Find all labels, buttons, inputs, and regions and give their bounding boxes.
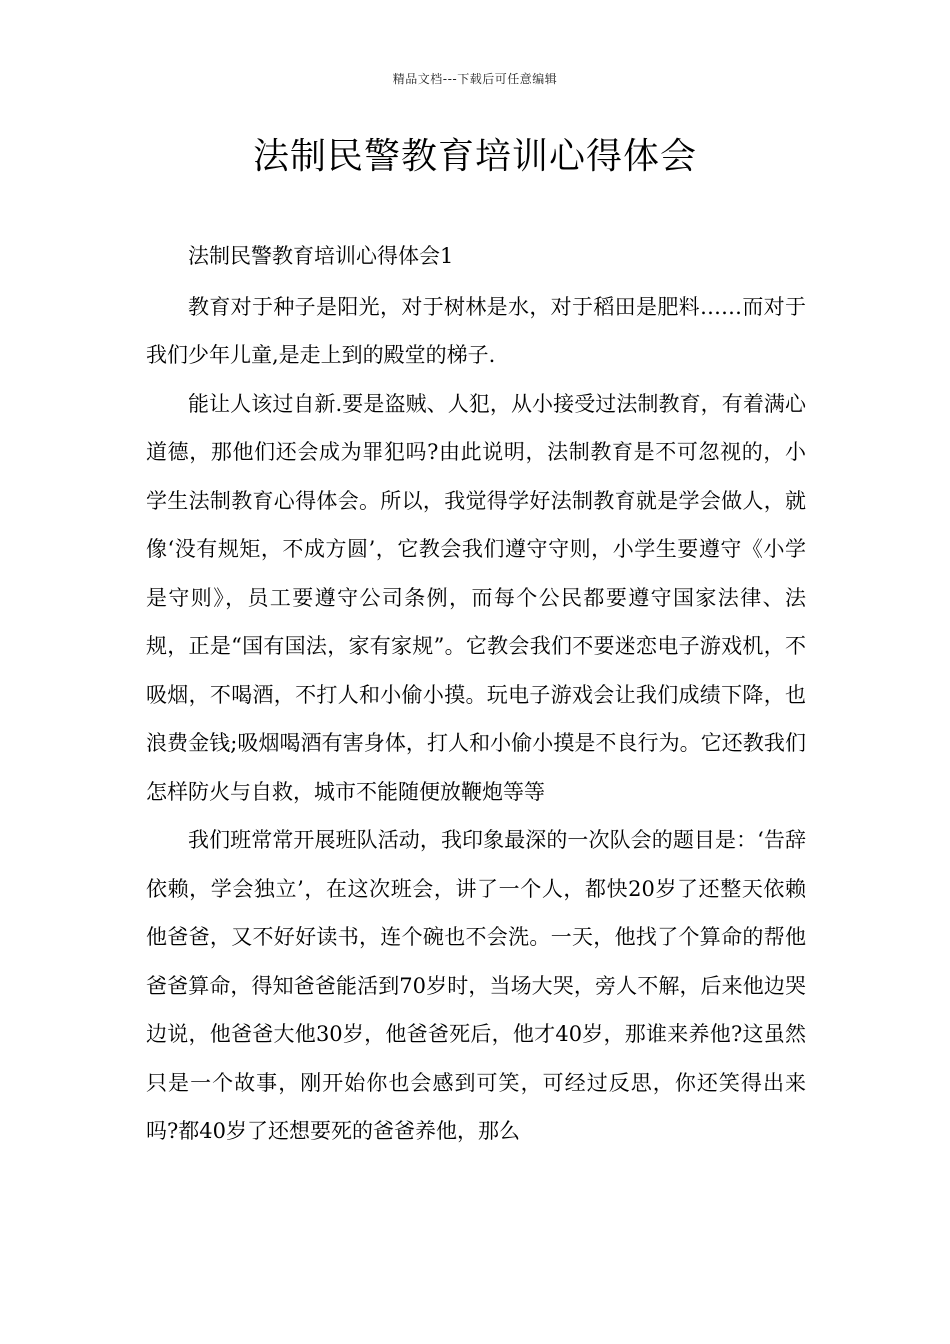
paragraph-1: 教育对于种子是阳光，对于树林是水，对于稻田是肥料……而对于我们少年儿童,是走上到的殿堂的梯子. [146, 294, 806, 367]
document-body [146, 232, 806, 1156]
paragraph-3: 我们班常常开展班队活动，我印象最深的一次队会的题目是：‘告辞依赖，学会独立’，在这次班会，讲了一个人，都快20岁了还整天依赖他爸爸，又不好好读书，连个碗也不会洗。一天，他找了个算命的帮他爸爸算命，得知爸爸能活到70岁时，当场大哭，旁人不解，后来他边哭边说，他爸爸大他30岁，他爸爸死后，他才40岁，那谁来养他?这虽然只是一个故事，刚开始你也会感到可笑，可经过反思，你还笑得出来吗?都40岁了还想要死的爸爸养他，那么 [146, 828, 806, 1143]
header-note: 精品文档---下载后可任意编辑 [392, 72, 558, 86]
document-title: 法制民警教育培训心得体会 [252, 136, 697, 177]
section-subheading: 法制民警教育培训心得体会1 [188, 244, 454, 268]
paragraph-2: 能让人该过自新.要是盗贼、人犯，从小接受过法制教育，有着满心道德，那他们还会成为罪犯吗?由此说明，法制教育是不可忽视的，小学生法制教育心得体会。所以，我觉得学好法制教育就是学会做人，就像‘没有规矩，不成方圆’，它教会我们遵守守则，小学生要遵守《小学是守则》，员工要遵守公司条例，而每个公民都要遵守国家法律、法规，正是“国有国法，家有家规”。它教会我们不要迷恋电子游戏机，不吸烟，不喝酒，不打人和小偷小摸。玩电子游戏会让我们成绩下降，也浪费金钱;吸烟喝酒有害身体，打人和小偷小摸是不良行为。它还教我们怎样防火与自救，城市不能随便放鞭炮等等 [146, 391, 806, 804]
